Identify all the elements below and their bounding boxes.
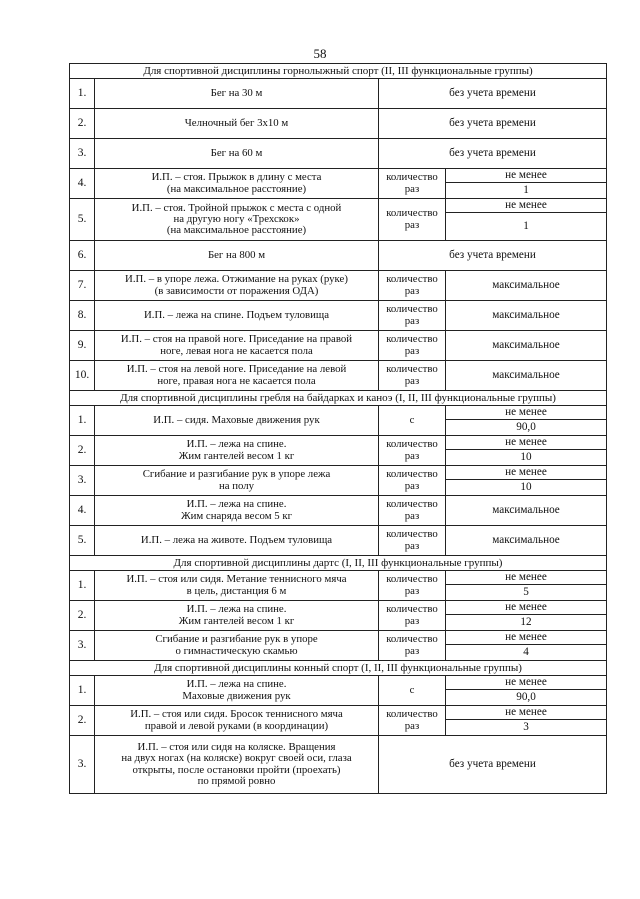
unit-cell: количество раз [379, 601, 446, 631]
unit-cell: количество раз [379, 631, 446, 661]
exercise-cell: И.П. – лежа на спине. Жим гантелей весом 1 кг [95, 436, 379, 466]
section-header-row [70, 556, 607, 571]
norms-table [69, 63, 607, 794]
row-number: 3. [70, 736, 95, 794]
unit-cell: количество раз [379, 526, 446, 556]
section-header: Для спортивной дисциплины гребля на байдарках и каноэ (I, II, III функциональные группы) [70, 391, 607, 406]
result-cell: без учета времени [379, 139, 607, 169]
exercise-cell: И.П. – лежа на спине. Маховые движения рук [95, 676, 379, 706]
value-cell: 90,0 [446, 690, 607, 706]
unit-cell: количество раз [379, 571, 446, 601]
unit-cell: количество раз [379, 706, 446, 736]
exercise-cell: И.П. – сидя. Маховые движения рук [95, 406, 379, 436]
exercise-cell: И.П. – стоя. Тройной прыжок с места с одной на другую ногу «Трехскок» (на максимальное расстояние) [95, 199, 379, 241]
row-number: 4. [70, 169, 95, 199]
value-cell: 3 [446, 720, 607, 736]
table-row [70, 631, 607, 645]
row-number: 2. [70, 436, 95, 466]
result-cell: без учета времени [379, 79, 607, 109]
table-row [70, 79, 607, 109]
exercise-cell: И.П. – лежа на спине. Жим снаряда весом 5 кг [95, 496, 379, 526]
exercise-cell: И.П. – стоя или сидя. Метание теннисного мяча в цель, дистанция 6 м [95, 571, 379, 601]
value-cell: максимальное [446, 271, 607, 301]
table-row [70, 331, 607, 361]
unit-cell: количество раз [379, 169, 446, 199]
value-cell: 10 [446, 450, 607, 466]
exercise-cell: И.П. – лежа на животе. Подъем туловища [95, 526, 379, 556]
table-row [70, 676, 607, 690]
exercise-cell: И.П. – стоя на правой ноге. Приседание на правой ноге, левая нога не касается пола [95, 331, 379, 361]
section-header: Для спортивной дисциплины дартс (I, II, III функциональные группы) [70, 556, 607, 571]
row-number: 7. [70, 271, 95, 301]
row-number: 2. [70, 109, 95, 139]
table-row [70, 601, 607, 615]
section-header-row [70, 64, 607, 79]
table-row [70, 571, 607, 585]
row-number: 1. [70, 406, 95, 436]
min-label-cell: не менее [446, 706, 607, 720]
row-number: 3. [70, 466, 95, 496]
table-row [70, 361, 607, 391]
table-row [70, 526, 607, 556]
table-row [70, 706, 607, 720]
table-row [70, 736, 607, 794]
exercise-cell: Сгибание и разгибание рук в упоре о гимнастическую скамью [95, 631, 379, 661]
row-number: 5. [70, 199, 95, 241]
row-number: 5. [70, 526, 95, 556]
table-row [70, 271, 607, 301]
row-number: 2. [70, 706, 95, 736]
exercise-cell: Бег на 60 м [95, 139, 379, 169]
row-number: 2. [70, 601, 95, 631]
table-row [70, 199, 607, 213]
min-label-cell: не менее [446, 436, 607, 450]
result-cell: без учета времени [379, 241, 607, 271]
min-label-cell: не менее [446, 631, 607, 645]
value-cell: максимальное [446, 361, 607, 391]
row-number: 3. [70, 631, 95, 661]
unit-cell: с [379, 406, 446, 436]
value-cell: максимальное [446, 301, 607, 331]
exercise-cell: И.П. – лежа на спине. Подъем туловища [95, 301, 379, 331]
table-row [70, 496, 607, 526]
unit-cell: количество раз [379, 466, 446, 496]
exercise-cell: И.П. – стоя на левой ноге. Приседание на левой ноге, правая нога не касается пола [95, 361, 379, 391]
value-cell: 10 [446, 480, 607, 496]
table-row [70, 241, 607, 271]
row-number: 3. [70, 139, 95, 169]
table-row [70, 301, 607, 331]
value-cell: максимальное [446, 331, 607, 361]
table-row [70, 406, 607, 420]
value-cell: 4 [446, 645, 607, 661]
exercise-cell: Бег на 800 м [95, 241, 379, 271]
exercise-cell: И.П. – в упоре лежа. Отжимание на руках (руке) (в зависимости от поражения ОДА) [95, 271, 379, 301]
section-header-row [70, 391, 607, 406]
value-cell: 1 [446, 183, 607, 199]
row-number: 4. [70, 496, 95, 526]
result-cell: без учета времени [379, 736, 607, 794]
unit-cell: количество раз [379, 271, 446, 301]
row-number: 1. [70, 676, 95, 706]
min-label-cell: не менее [446, 676, 607, 690]
row-number: 1. [70, 571, 95, 601]
section-header: Для спортивной дисциплины конный спорт (I, II, III функциональные группы) [70, 661, 607, 676]
unit-cell: количество раз [379, 436, 446, 466]
row-number: 8. [70, 301, 95, 331]
table-row [70, 466, 607, 480]
exercise-cell: И.П. – стоя или сидя на коляске. Вращения на двух ногах (на коляске) вокруг своей оси, глаза открыты, после остановки пройти (проехать) по прямой ровно [95, 736, 379, 794]
exercise-cell: И.П. – стоя или сидя. Бросок теннисного мяча правой и левой руками (в координации) [95, 706, 379, 736]
value-cell: 5 [446, 585, 607, 601]
min-label-cell: не менее [446, 466, 607, 480]
exercise-cell: Челночный бег 3x10 м [95, 109, 379, 139]
unit-cell: количество раз [379, 199, 446, 241]
value-cell: максимальное [446, 496, 607, 526]
unit-cell: с [379, 676, 446, 706]
table-row [70, 436, 607, 450]
exercise-cell: И.П. – лежа на спине. Жим гантелей весом 1 кг [95, 601, 379, 631]
unit-cell: количество раз [379, 361, 446, 391]
unit-cell: количество раз [379, 301, 446, 331]
row-number: 10. [70, 361, 95, 391]
row-number: 9. [70, 331, 95, 361]
table-row [70, 109, 607, 139]
row-number: 1. [70, 79, 95, 109]
min-label-cell: не менее [446, 571, 607, 585]
result-cell: без учета времени [379, 109, 607, 139]
min-label-cell: не менее [446, 601, 607, 615]
table-row [70, 169, 607, 183]
min-label-cell: не менее [446, 406, 607, 420]
table-row [70, 139, 607, 169]
value-cell: 12 [446, 615, 607, 631]
value-cell: максимальное [446, 526, 607, 556]
section-header: Для спортивной дисциплины горнолыжный спорт (II, III функциональные группы) [70, 64, 607, 79]
value-cell: 1 [446, 213, 607, 241]
unit-cell: количество раз [379, 496, 446, 526]
row-number: 6. [70, 241, 95, 271]
exercise-cell: Сгибание и разгибание рук в упоре лежа на полу [95, 466, 379, 496]
page-number: 58 [313, 46, 327, 61]
section-header-row [70, 661, 607, 676]
min-label-cell: не менее [446, 169, 607, 183]
unit-cell: количество раз [379, 331, 446, 361]
value-cell: 90,0 [446, 420, 607, 436]
exercise-cell: И.П. – стоя. Прыжок в длину с места (на максимальное расстояние) [95, 169, 379, 199]
exercise-cell: Бег на 30 м [95, 79, 379, 109]
min-label-cell: не менее [446, 199, 607, 213]
